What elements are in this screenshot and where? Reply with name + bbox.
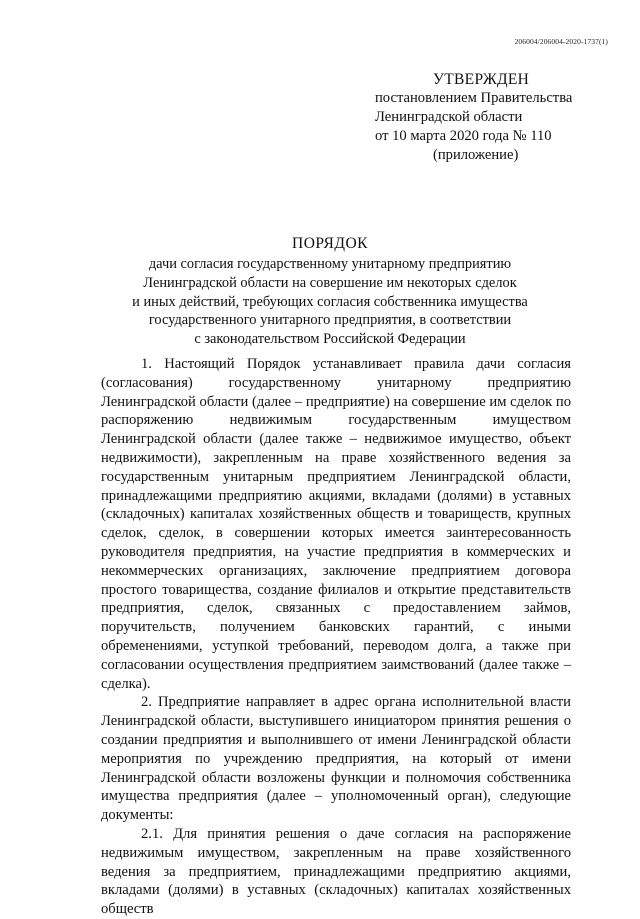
approval-title: УТВЕРЖДЕН (433, 71, 530, 88)
subtitle-line: с законодательством Российской Федерации (194, 331, 466, 348)
subtitle-line: государственного унитарного предприятия, в соответствии (148, 312, 512, 329)
document-title: ПОРЯДОК (292, 235, 368, 252)
paragraph: 2. Предприятие направляет в адрес органа исполнительной власти Ленинградской области, выступившего инициатором принятия решения о создании предприятия и выполнившего от имени Ленинградской области мероприятия по учреждению предприятия, на который от имени Ленинградской области возложены функции и полномочия собственника имущества предприятия (далее – уполномоченный орган), следующие документы: (101, 694, 571, 824)
paragraph: 2.1. Для принятия решения о даче согласия на распоряжение недвижимым имуществом, закрепленным на праве хозяйственного ведения за предприятием, принадлежащими предприятию акциями, вкладами (долями) в уставных (складочных) капиталах хозяйственных обществ (101, 825, 571, 918)
subtitle-line: Ленинградской области на совершение им некоторых сделок (143, 274, 517, 291)
approval-line: постановлением Правительства (375, 90, 573, 106)
approval-line: (приложение) (433, 147, 519, 163)
document-id: 206004/206004-2020-1737(1) (514, 37, 608, 46)
document-heading (60, 233, 600, 349)
approval-line: от 10 марта 2020 года № 110 (375, 128, 552, 144)
subtitle-line: дачи согласия государственному унитарному предприятию (148, 256, 512, 272)
approval-line: Ленинградской области (375, 109, 523, 125)
paragraph: 1. Настоящий Порядок устанавливает правила дачи согласия (согласования) государственному унитарному предприятию Ленинградской области (далее – предприятие) на совершение им сделок по распоряжению недвижимым государственным имуществом Ленинградской области (далее также – недвижимое имущество, объект недвижимости), закрепленным на праве хозяйственного ведения за государственным унитарным предприятием Ленинградской области, принадлежащими предприятию акциями, вкладами (долями) в уставных (складочных) капиталах хозяйственных обществ и товариществ, крупных сделок, сделок, в совершении которых имеется заинтересованность руководителя предприятия, на участие предприятия в коммерческих и некоммерческих организациях, заключение предприятием договора простого товарищества, создание филиалов и открытие представительств предприятия, сделок, связанных с предоставлением займов, поручительств, получением банковских гарантий, с иными обременениями, уступкой требований, переводом долга, а также при согласовании осуществления предприятием заимствований (далее также – сделка). (101, 356, 571, 692)
subtitle-line: и иных действий, требующих согласия собственника имущества (132, 293, 528, 310)
approval-stamp (375, 70, 615, 165)
document-body (101, 355, 571, 919)
